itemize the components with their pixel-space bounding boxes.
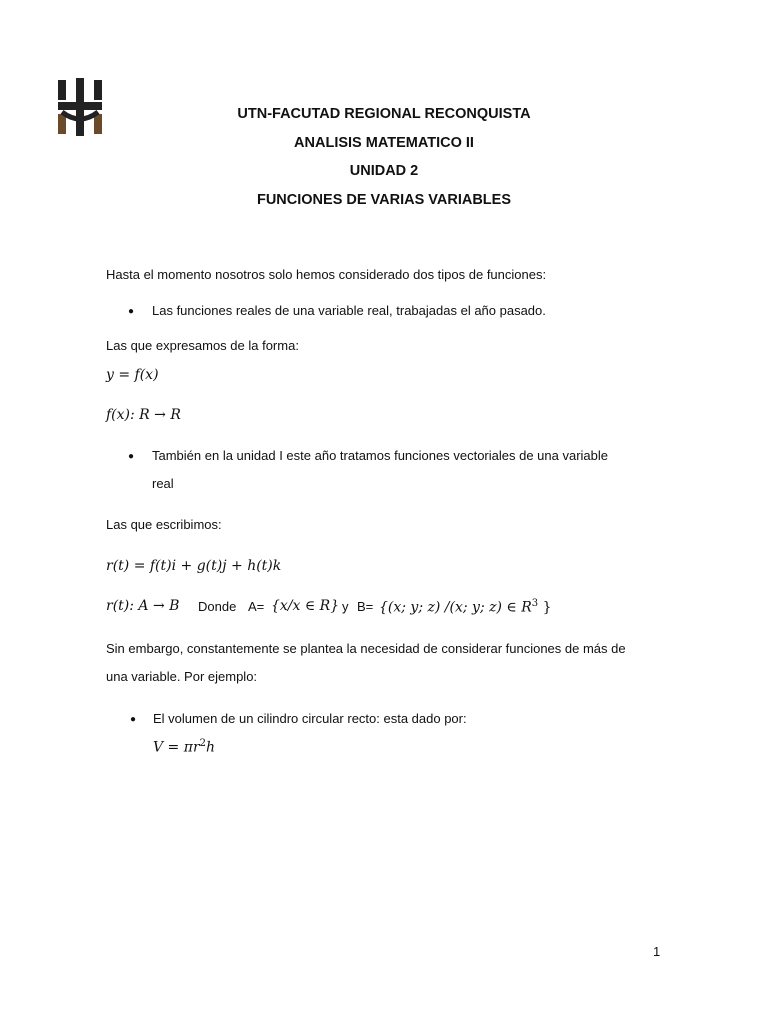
paragraph-sin-embargo-line2: una variable. Por ejemplo: (106, 669, 258, 684)
header-topic: FUNCIONES DE VARIAS VARIABLES (256, 191, 512, 208)
label-set-a: A= (248, 599, 265, 614)
bullet-marker: ● (128, 306, 135, 317)
bullet-marker: ● (128, 451, 135, 462)
paragraph-escribimos: Las que escribimos: (106, 517, 222, 532)
document-header (0, 100, 768, 214)
bullet-item-cylinder-volume: El volumen de un cilindro circular recto: esta dado por: (153, 711, 467, 726)
header-institution: UTN-FACUTAD REGIONAL RECONQUISTA (237, 106, 531, 122)
header-course: ANALISIS MATEMATICO II (294, 134, 474, 151)
equation-y-fx: 𝑦 = 𝑓(𝑥) (106, 367, 159, 383)
bullet-marker: ● (130, 714, 137, 725)
header-unit: UNIDAD 2 (349, 163, 419, 179)
equation-fx-mapping: 𝑓(𝑥): 𝑅 → 𝑅 (106, 407, 181, 423)
bullet-item-real-functions: Las funciones reales de una variable real, trabajadas el año pasado. (152, 303, 546, 318)
intro-paragraph: Hasta el momento nosotros solo hemos considerado dos tipos de funciones: (106, 267, 547, 282)
page-number: 1 (653, 944, 661, 959)
set-b-definition: {(𝑥; 𝑦; 𝑧) /(𝑥; 𝑦; 𝑧) ∈ 𝑅$^3$ } (379, 598, 552, 616)
bullet-item-vector-functions-line2: real (152, 476, 174, 491)
paragraph-expresamos: Las que expresamos de la forma: (106, 338, 299, 353)
equation-cylinder-volume: 𝑉 = 𝜋𝑟$^2$ℎ (153, 738, 216, 756)
label-y-connector: y (342, 599, 349, 614)
equation-rt-vector: 𝑟(𝑡) = 𝑓(𝑡)𝑖 + 𝑔(𝑡)𝑗 + ℎ(𝑡)𝑘 (106, 558, 282, 574)
label-donde: Donde (198, 599, 237, 614)
label-set-b: B= (357, 599, 374, 614)
paragraph-sin-embargo-line1: Sin embargo, constantemente se plantea la necesidad de considerar funciones de más de (106, 641, 626, 656)
bullet-item-vector-functions-line1: También en la unidad I este año tratamos funciones vectoriales de una variable (152, 448, 609, 463)
equation-rt-mapping: 𝑟(𝑡): 𝐴 → 𝐵 (106, 598, 180, 614)
set-a-definition: {𝑥/𝑥 ∈ 𝑅} (271, 598, 340, 614)
